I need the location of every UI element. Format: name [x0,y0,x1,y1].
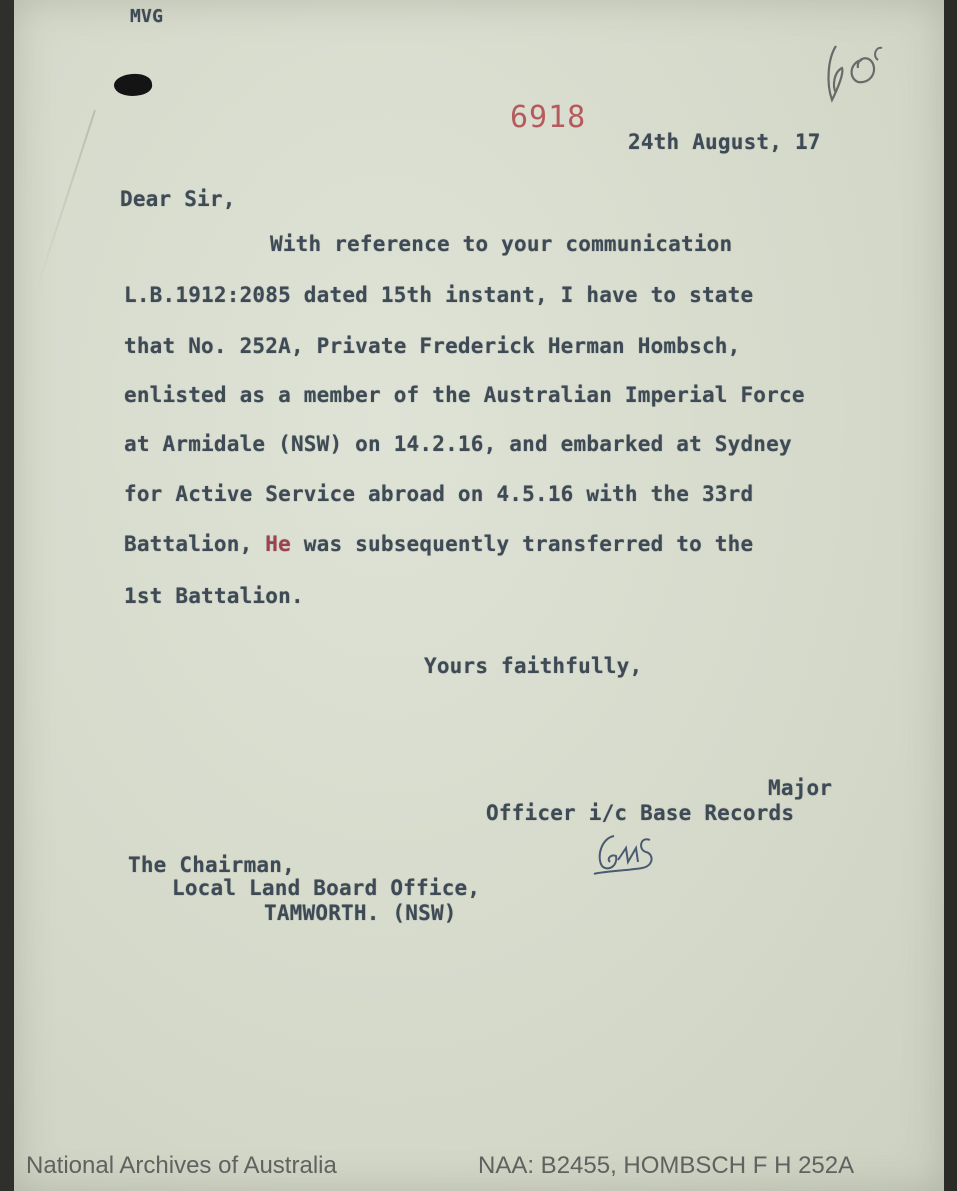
body-line-7 [124,532,753,556]
body-line-8: 1st Battalion. [124,584,304,608]
body-line-7-start: Battalion, [124,532,266,556]
addressee-line-2: Local Land Board Office, [172,876,481,900]
scan-edge [944,0,957,1191]
body-line-6: for Active Service abroad on 4.5.16 with the 33rd [124,482,754,506]
letter-date: 24th August, 17 [628,130,821,154]
typist-initials: MVG [130,6,164,27]
addressee-line-1: The Chairman, [128,853,295,877]
salutation: Dear Sir, [120,187,236,211]
footer-reference: NAA: B2455, HOMBSCH F H 252A [478,1152,855,1179]
signature-initials-handwritten [592,826,662,878]
reference-number-stamp: 6918 [510,100,587,135]
body-line-2: L.B.1912:2085 dated 15th instant, I have to state [124,283,754,307]
addressee-line-3: TAMWORTH. (NSW) [264,901,457,925]
body-line-4: enlisted as a member of the Australian Imperial Force [124,383,805,407]
body-line-7-end: was subsequently transferred to the [290,532,754,556]
signature-rank: Major [768,776,833,800]
body-line-1: With reference to your communication [270,232,733,256]
closing: Yours faithfully, [424,654,643,678]
handwritten-annotation [822,38,902,108]
body-line-5: at Armidale (NSW) on 14.2.16, and embarked at Sydney [124,432,792,456]
footer-archive-name: National Archives of Australia [26,1152,337,1179]
punch-hole [113,72,153,98]
body-line-3: that No. 252A, Private Frederick Herman Hombsch, [124,334,741,358]
paper-crease [35,110,96,291]
body-line-7-red-word: He [265,532,291,556]
signature-title: Officer i/c Base Records [486,801,795,825]
